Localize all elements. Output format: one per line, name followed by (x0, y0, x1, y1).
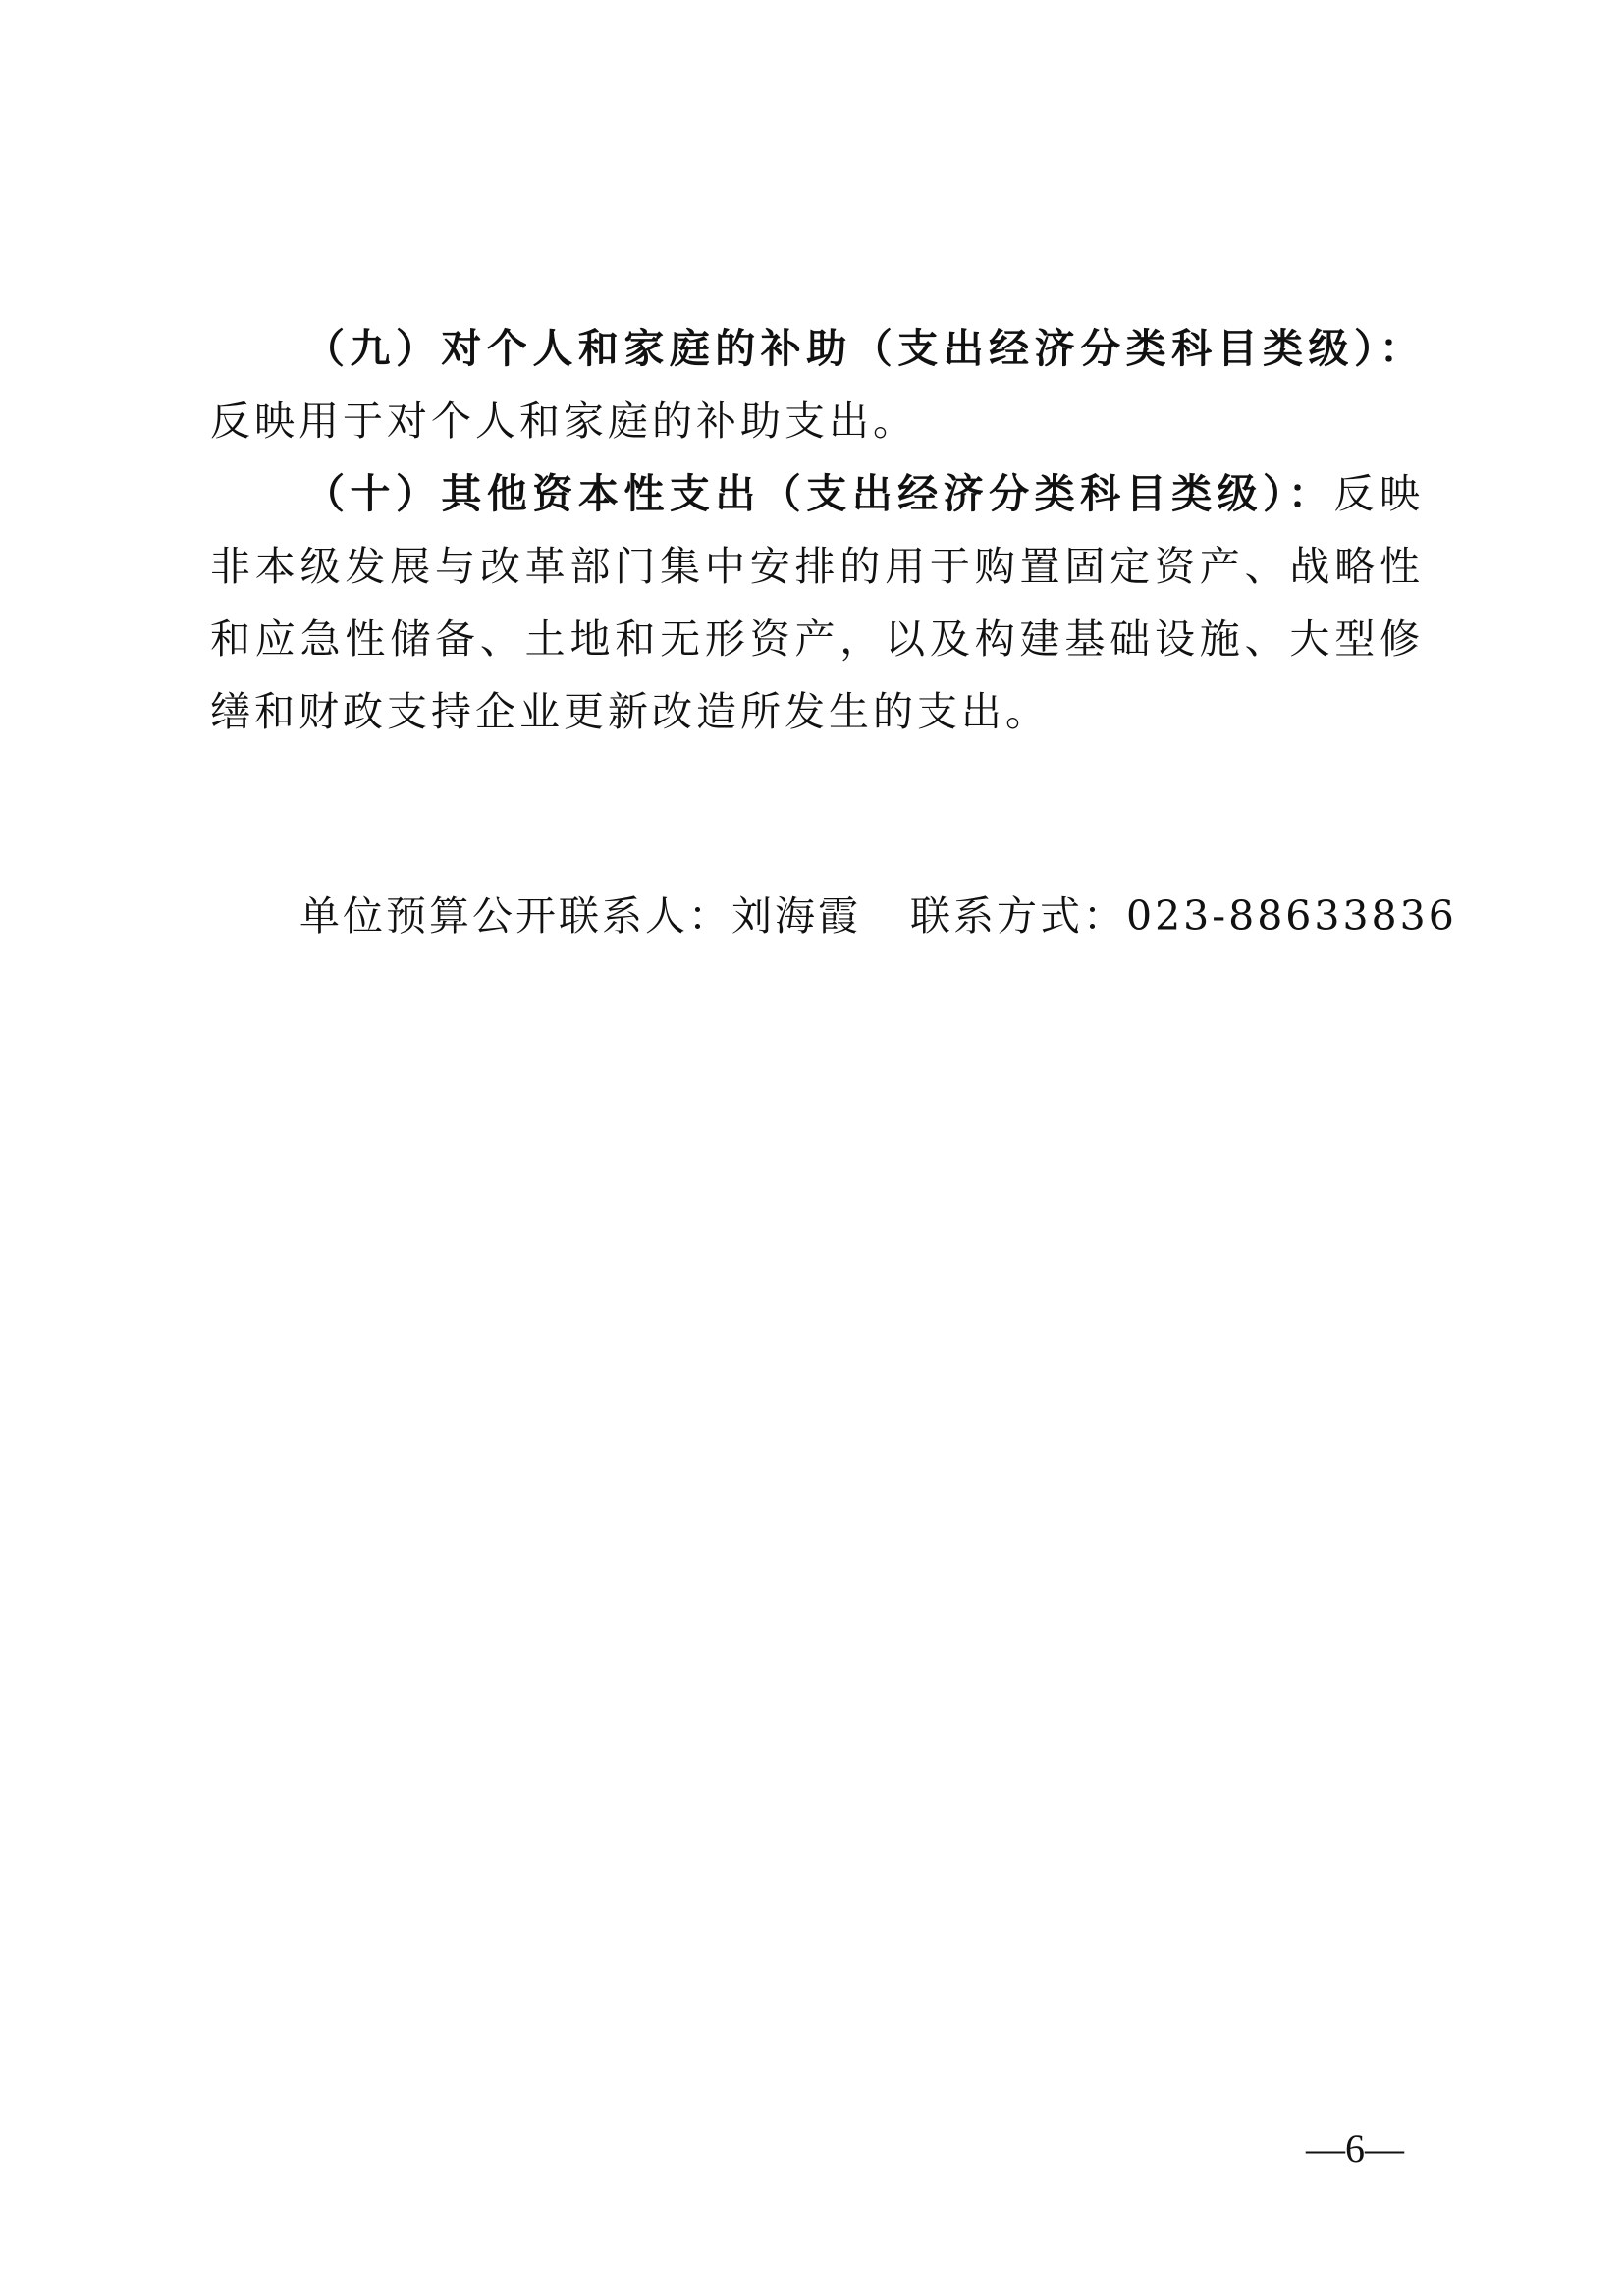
body-text (210, 312, 1424, 748)
contact-phone: 023-88633836 (1126, 892, 1457, 939)
contact-person-label: 单位预算公开联系人： (299, 892, 731, 939)
paragraph-body: 反映用于对个人和家庭的补助支出。 (210, 398, 917, 445)
page-number: —6— (1306, 2126, 1404, 2170)
paragraph-body: 反映非本级发展与改革部门集中安排的用于购置固定资产、战略性和应急性储备、土地和无形资产，以及构建基础设施、大型修缮和财政支持企业更新改造所发生的支出。 (210, 470, 1425, 735)
paragraph-nine (210, 312, 1424, 457)
contact-person-name: 刘海霞 (731, 892, 861, 939)
paragraph-heading: （十）其他资本性支出（支出经济分类科目类级）： (304, 470, 1334, 517)
paragraph-ten (210, 457, 1424, 748)
paragraph-heading: （九）对个人和家庭的补助（支出经济分类科目类级）： (304, 325, 1424, 372)
contact-line (299, 883, 1457, 941)
contact-method-label: 联系方式： (910, 892, 1126, 939)
